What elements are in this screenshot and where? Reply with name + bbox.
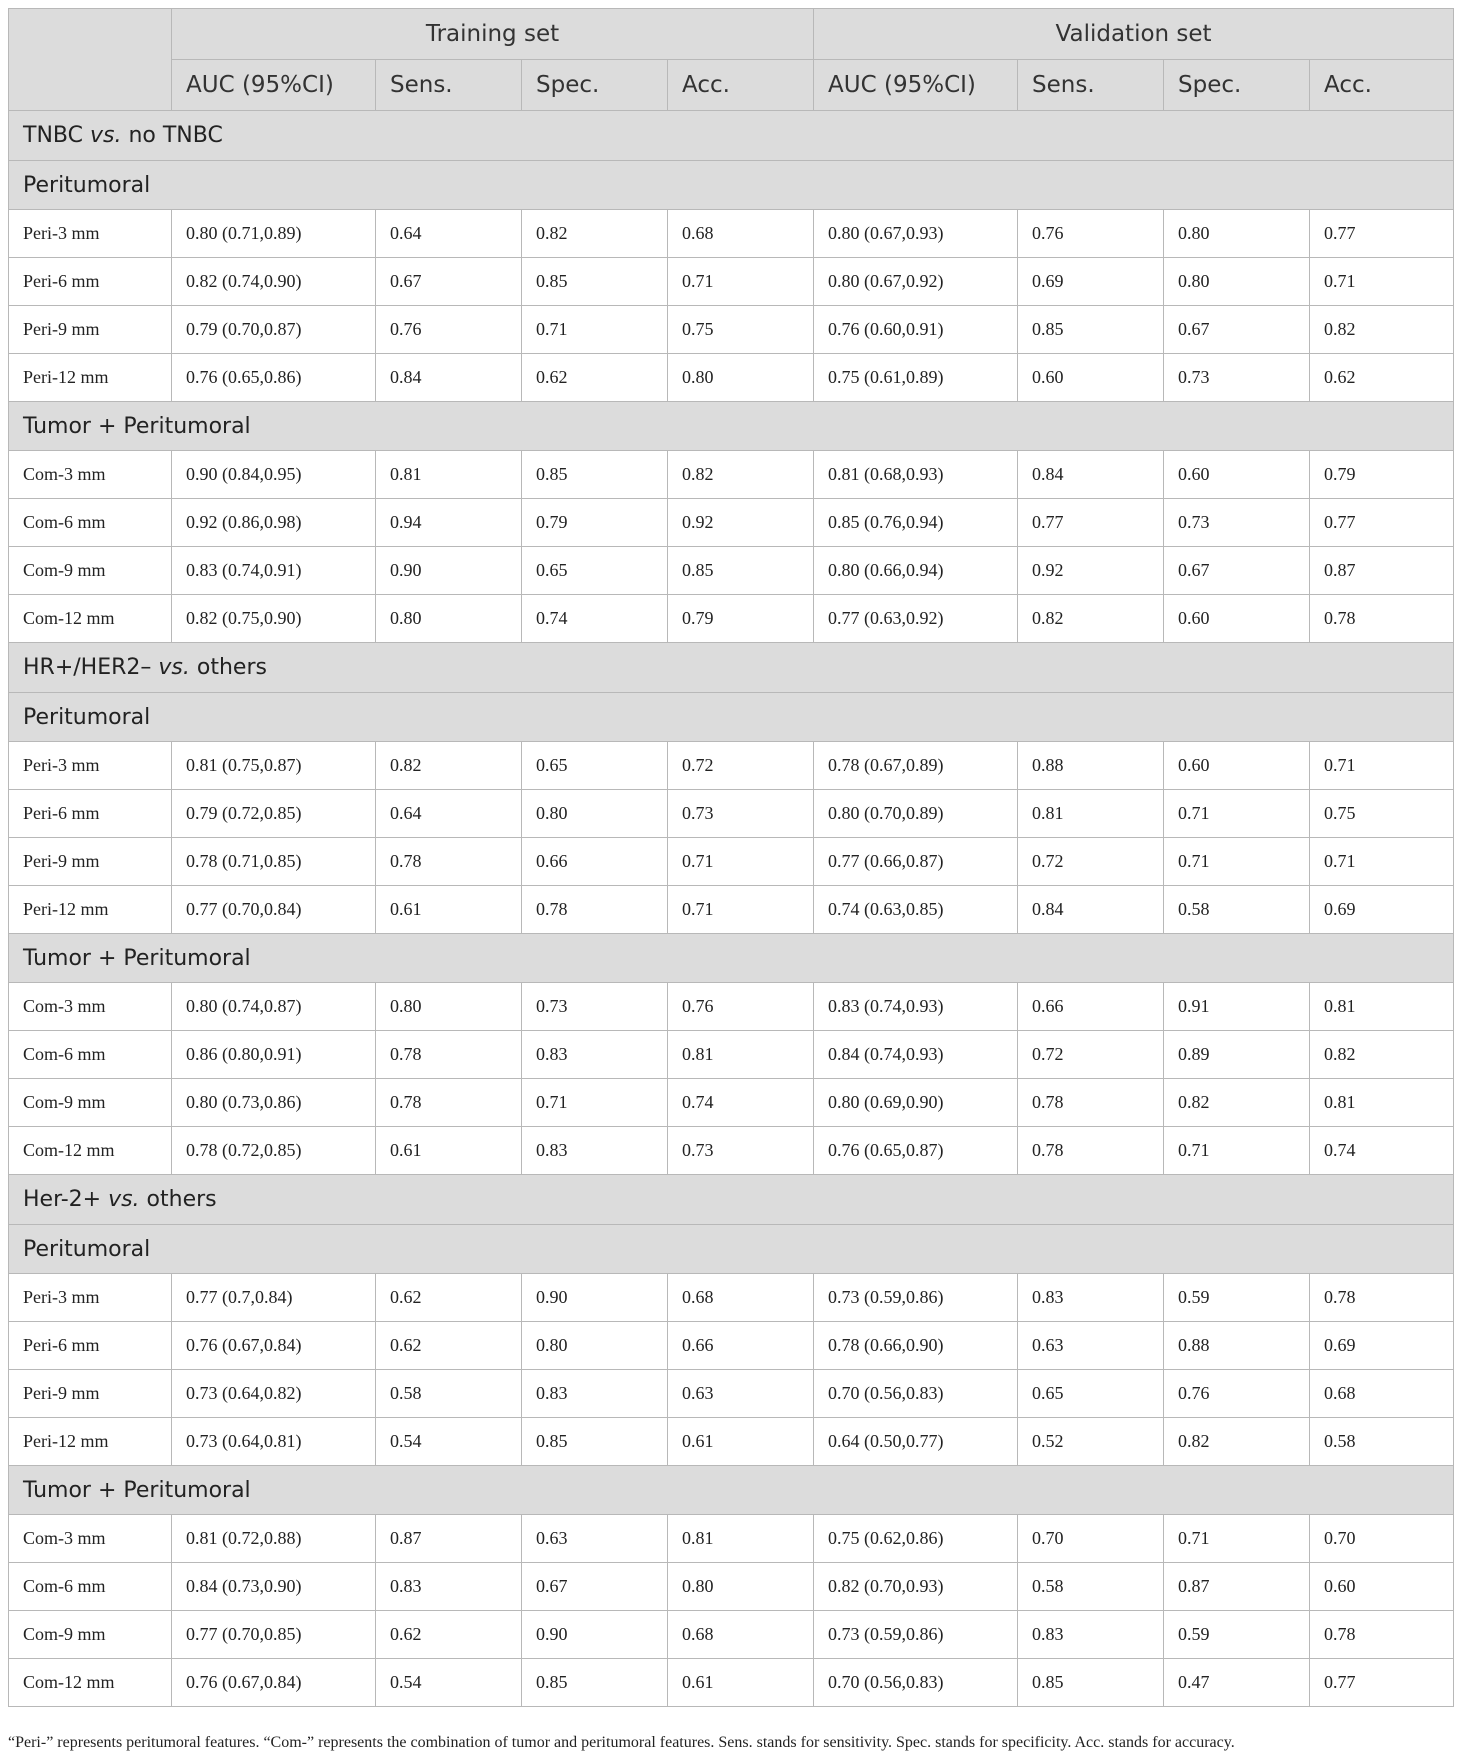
table-cell: 0.87: [376, 1515, 522, 1563]
table-row: [9, 1515, 1454, 1563]
table-cell: 0.90: [522, 1274, 668, 1322]
table-cell: 0.74: [1310, 1127, 1454, 1175]
table-cell: 0.80: [376, 595, 522, 643]
table-cell: 0.71: [1164, 790, 1310, 838]
row-label-cell: Peri-6 mm: [9, 790, 172, 838]
table-cell: 0.76 (0.60,0.91): [814, 306, 1018, 354]
table-cell: 0.94: [376, 499, 522, 547]
table-cell: 0.75: [1310, 790, 1454, 838]
row-label-cell: Peri-12 mm: [9, 1418, 172, 1466]
table-cell: 0.80 (0.74,0.87): [172, 983, 376, 1031]
subgroup-title: Peritumoral: [9, 161, 1454, 210]
table-cell: 0.60: [1164, 595, 1310, 643]
table-cell: 0.62: [376, 1274, 522, 1322]
table-body: [9, 111, 1454, 1707]
table-cell: 0.70: [1018, 1515, 1164, 1563]
table-cell: 0.69: [1310, 1322, 1454, 1370]
table-cell: 0.58: [1164, 886, 1310, 934]
table-cell: 0.60: [1018, 354, 1164, 402]
section-title: [9, 643, 1454, 693]
table-cell: 0.77: [1310, 1659, 1454, 1707]
table-cell: 0.85 (0.76,0.94): [814, 499, 1018, 547]
table-cell: 0.71: [1164, 1515, 1310, 1563]
col-header-train-spec: Spec.: [522, 60, 668, 111]
row-label-cell: Com-9 mm: [9, 547, 172, 595]
table-cell: 0.81 (0.68,0.93): [814, 451, 1018, 499]
table-cell: 0.82: [1310, 306, 1454, 354]
table-cell: 0.90: [522, 1611, 668, 1659]
section-title-vs: vs.: [89, 123, 122, 148]
table-cell: 0.82 (0.75,0.90): [172, 595, 376, 643]
subgroup-title: Peritumoral: [9, 1225, 1454, 1274]
table-cell: 0.82: [1018, 595, 1164, 643]
table-cell: 0.82: [668, 451, 814, 499]
table-row: [9, 742, 1454, 790]
table-cell: 0.78: [376, 838, 522, 886]
section-header-row: [9, 111, 1454, 161]
table-cell: 0.77 (0.70,0.85): [172, 1611, 376, 1659]
section-title-post: no TNBC: [121, 123, 223, 148]
table-cell: 0.69: [1310, 886, 1454, 934]
section-title-post: others: [139, 1187, 217, 1212]
table-row: [9, 210, 1454, 258]
table-cell: 0.84: [1018, 451, 1164, 499]
training-set-header: Training set: [172, 9, 814, 60]
table-cell: 0.60: [1164, 742, 1310, 790]
table-row: [9, 1127, 1454, 1175]
table-cell: 0.67: [1164, 306, 1310, 354]
col-header-val-spec: Spec.: [1164, 60, 1310, 111]
table-cell: 0.83: [522, 1031, 668, 1079]
row-label-cell: Peri-9 mm: [9, 306, 172, 354]
subgroup-title: Peritumoral: [9, 693, 1454, 742]
table-cell: 0.58: [1310, 1418, 1454, 1466]
table-cell: 0.79 (0.72,0.85): [172, 790, 376, 838]
table-cell: 0.62: [522, 354, 668, 402]
row-label-cell: Com-6 mm: [9, 1563, 172, 1611]
table-cell: 0.90: [376, 547, 522, 595]
subgroup-header-row: [9, 934, 1454, 983]
section-title: [9, 111, 1454, 161]
table-cell: 0.73 (0.64,0.82): [172, 1370, 376, 1418]
table-cell: 0.63: [522, 1515, 668, 1563]
row-label-cell: Peri-6 mm: [9, 258, 172, 306]
section-title-pre: Her-2+: [23, 1187, 109, 1212]
row-label-cell: Peri-9 mm: [9, 838, 172, 886]
table-cell: 0.73 (0.64,0.81): [172, 1418, 376, 1466]
col-header-val-sens: Sens.: [1018, 60, 1164, 111]
table-cell: 0.84: [376, 354, 522, 402]
table-cell: 0.78 (0.71,0.85): [172, 838, 376, 886]
table-cell: 0.76: [1018, 210, 1164, 258]
table-row: [9, 499, 1454, 547]
table-cell: 0.78 (0.67,0.89): [814, 742, 1018, 790]
table-cell: 0.62: [376, 1322, 522, 1370]
header-corner-cell: [9, 9, 172, 111]
table-cell: 0.89: [1164, 1031, 1310, 1079]
table-row: [9, 547, 1454, 595]
table-cell: 0.85: [522, 1418, 668, 1466]
table-cell: 0.84 (0.73,0.90): [172, 1563, 376, 1611]
table-cell: 0.86 (0.80,0.91): [172, 1031, 376, 1079]
table-cell: 0.77: [1310, 499, 1454, 547]
table-cell: 0.80: [1164, 258, 1310, 306]
table-cell: 0.73 (0.59,0.86): [814, 1274, 1018, 1322]
table-row: [9, 1659, 1454, 1707]
table-cell: 0.82: [376, 742, 522, 790]
table-cell: 0.71: [1310, 258, 1454, 306]
table-cell: 0.62: [376, 1611, 522, 1659]
table-cell: 0.77 (0.7,0.84): [172, 1274, 376, 1322]
subgroup-header-row: [9, 693, 1454, 742]
row-label-cell: Peri-3 mm: [9, 742, 172, 790]
table-cell: 0.67: [522, 1563, 668, 1611]
table-cell: 0.85: [1018, 1659, 1164, 1707]
section-header-row: [9, 643, 1454, 693]
section-title-pre: TNBC: [23, 123, 90, 148]
row-label-cell: Peri-3 mm: [9, 1274, 172, 1322]
table-cell: 0.80 (0.71,0.89): [172, 210, 376, 258]
section-header-row: [9, 1175, 1454, 1225]
table-cell: 0.71: [668, 886, 814, 934]
table-cell: 0.92: [668, 499, 814, 547]
table-cell: 0.80: [668, 354, 814, 402]
table-cell: 0.79 (0.70,0.87): [172, 306, 376, 354]
table-cell: 0.71: [1310, 742, 1454, 790]
table-row: [9, 1322, 1454, 1370]
row-label-cell: Peri-12 mm: [9, 354, 172, 402]
table-cell: 0.82 (0.74,0.90): [172, 258, 376, 306]
table-cell: 0.77 (0.63,0.92): [814, 595, 1018, 643]
table-cell: 0.79: [522, 499, 668, 547]
table-cell: 0.76 (0.65,0.86): [172, 354, 376, 402]
table-row: [9, 790, 1454, 838]
table-cell: 0.61: [376, 1127, 522, 1175]
table-cell: 0.78: [1310, 1274, 1454, 1322]
table-row: [9, 1079, 1454, 1127]
table-cell: 0.78: [1018, 1079, 1164, 1127]
table-row: [9, 306, 1454, 354]
table-cell: 0.67: [376, 258, 522, 306]
table-cell: 0.54: [376, 1659, 522, 1707]
table-cell: 0.85: [1018, 306, 1164, 354]
row-label-cell: Peri-6 mm: [9, 1322, 172, 1370]
col-header-train-sens: Sens.: [376, 60, 522, 111]
table-cell: 0.72: [1018, 1031, 1164, 1079]
row-label-cell: Com-12 mm: [9, 595, 172, 643]
table-cell: 0.80 (0.67,0.92): [814, 258, 1018, 306]
table-cell: 0.80 (0.67,0.93): [814, 210, 1018, 258]
table-row: [9, 258, 1454, 306]
table-cell: 0.64: [376, 210, 522, 258]
table-row: [9, 983, 1454, 1031]
table-cell: 0.64 (0.50,0.77): [814, 1418, 1018, 1466]
table-cell: 0.67: [1164, 547, 1310, 595]
table-cell: 0.71: [668, 838, 814, 886]
row-label-cell: Com-9 mm: [9, 1079, 172, 1127]
table-cell: 0.81: [668, 1515, 814, 1563]
table-cell: 0.82: [522, 210, 668, 258]
table-cell: 0.71: [1164, 838, 1310, 886]
table-row: [9, 595, 1454, 643]
table-cell: 0.60: [1310, 1563, 1454, 1611]
table-cell: 0.92 (0.86,0.98): [172, 499, 376, 547]
table-cell: 0.61: [376, 886, 522, 934]
table-cell: 0.73: [668, 790, 814, 838]
row-label-cell: Com-12 mm: [9, 1659, 172, 1707]
table-cell: 0.59: [1164, 1611, 1310, 1659]
table-cell: 0.66: [1018, 983, 1164, 1031]
subgroup-header-row: [9, 161, 1454, 210]
table-cell: 0.68: [668, 1274, 814, 1322]
section-title-vs: vs.: [108, 1187, 140, 1212]
table-cell: 0.80: [1164, 210, 1310, 258]
section-title: [9, 1175, 1454, 1225]
table-cell: 0.83: [522, 1370, 668, 1418]
table-cell: 0.74: [522, 595, 668, 643]
table-cell: 0.80: [376, 983, 522, 1031]
results-table-container: [8, 8, 1453, 1707]
table-cell: 0.76 (0.65,0.87): [814, 1127, 1018, 1175]
table-cell: 0.83 (0.74,0.93): [814, 983, 1018, 1031]
table-row: [9, 354, 1454, 402]
table-cell: 0.91: [1164, 983, 1310, 1031]
subgroup-header-row: [9, 1466, 1454, 1515]
subgroup-title: Tumor + Peritumoral: [9, 934, 1454, 983]
table-cell: 0.62: [1310, 354, 1454, 402]
table-cell: 0.74: [668, 1079, 814, 1127]
table-cell: 0.71: [1164, 1127, 1310, 1175]
table-cell: 0.72: [668, 742, 814, 790]
table-cell: 0.78: [1310, 595, 1454, 643]
table-cell: 0.68: [668, 210, 814, 258]
table-cell: 0.84 (0.74,0.93): [814, 1031, 1018, 1079]
section-title-vs: vs.: [158, 655, 190, 680]
row-label-cell: Peri-12 mm: [9, 886, 172, 934]
col-header-val-acc: Acc.: [1310, 60, 1454, 111]
table-cell: 0.82 (0.70,0.93): [814, 1563, 1018, 1611]
header-group-row: [9, 9, 1454, 60]
table-cell: 0.58: [1018, 1563, 1164, 1611]
table-cell: 0.65: [522, 547, 668, 595]
table-cell: 0.70: [1310, 1515, 1454, 1563]
table-cell: 0.88: [1018, 742, 1164, 790]
table-cell: 0.76: [668, 983, 814, 1031]
table-cell: 0.65: [522, 742, 668, 790]
table-cell: 0.70 (0.56,0.83): [814, 1370, 1018, 1418]
table-cell: 0.73: [668, 1127, 814, 1175]
table-cell: 0.66: [668, 1322, 814, 1370]
table-cell: 0.75 (0.62,0.86): [814, 1515, 1018, 1563]
table-cell: 0.80 (0.66,0.94): [814, 547, 1018, 595]
table-cell: 0.52: [1018, 1418, 1164, 1466]
table-cell: 0.70 (0.56,0.83): [814, 1659, 1018, 1707]
table-row: [9, 1563, 1454, 1611]
row-label-cell: Com-6 mm: [9, 499, 172, 547]
table-cell: 0.85: [668, 547, 814, 595]
table-cell: 0.75 (0.61,0.89): [814, 354, 1018, 402]
table-cell: 0.78: [522, 886, 668, 934]
table-cell: 0.73: [1164, 354, 1310, 402]
table-cell: 0.81: [1018, 790, 1164, 838]
subgroup-header-row: [9, 1225, 1454, 1274]
table-cell: 0.83: [522, 1127, 668, 1175]
table-cell: 0.80: [668, 1563, 814, 1611]
table-row: [9, 1611, 1454, 1659]
table-cell: 0.82: [1164, 1418, 1310, 1466]
table-cell: 0.69: [1018, 258, 1164, 306]
table-footnote: “Peri-” represents peritumoral features. “Com-” represents the combination of tumor and peritumoral features. Sens. stands for sensitivity. Spec. stands for specificity. Acc. stands for accuracy.: [8, 1734, 1235, 1751]
table-cell: 0.88: [1164, 1322, 1310, 1370]
table-cell: 0.74 (0.63,0.85): [814, 886, 1018, 934]
table-cell: 0.81: [668, 1031, 814, 1079]
section-title-pre: HR+/HER2–: [23, 655, 159, 680]
table-cell: 0.78 (0.66,0.90): [814, 1322, 1018, 1370]
table-cell: 0.85: [522, 1659, 668, 1707]
row-label-cell: Com-6 mm: [9, 1031, 172, 1079]
table-cell: 0.76: [1164, 1370, 1310, 1418]
table-cell: 0.71: [1310, 838, 1454, 886]
table-cell: 0.87: [1310, 547, 1454, 595]
table-cell: 0.83: [1018, 1274, 1164, 1322]
table-cell: 0.58: [376, 1370, 522, 1418]
row-label-cell: Com-9 mm: [9, 1611, 172, 1659]
table-cell: 0.81: [1310, 983, 1454, 1031]
validation-set-header: Validation set: [814, 9, 1454, 60]
table-cell: 0.71: [522, 1079, 668, 1127]
table-row: [9, 838, 1454, 886]
table-cell: 0.81: [1310, 1079, 1454, 1127]
table-cell: 0.85: [522, 451, 668, 499]
table-cell: 0.71: [668, 258, 814, 306]
table-cell: 0.77 (0.66,0.87): [814, 838, 1018, 886]
table-cell: 0.78: [1018, 1127, 1164, 1175]
table-cell: 0.73: [522, 983, 668, 1031]
table-cell: 0.68: [668, 1611, 814, 1659]
table-row: [9, 451, 1454, 499]
table-cell: 0.59: [1164, 1274, 1310, 1322]
header-column-row: [9, 60, 1454, 111]
table-header: [9, 9, 1454, 111]
table-row: [9, 1031, 1454, 1079]
table-cell: 0.90 (0.84,0.95): [172, 451, 376, 499]
row-label-cell: Com-12 mm: [9, 1127, 172, 1175]
table-row: [9, 1418, 1454, 1466]
row-label-cell: Com-3 mm: [9, 983, 172, 1031]
table-cell: 0.47: [1164, 1659, 1310, 1707]
table-cell: 0.77 (0.70,0.84): [172, 886, 376, 934]
row-label-cell: Peri-3 mm: [9, 210, 172, 258]
table-cell: 0.85: [522, 258, 668, 306]
col-header-val-auc: AUC (95%CI): [814, 60, 1018, 111]
table-row: [9, 1274, 1454, 1322]
table-cell: 0.73 (0.59,0.86): [814, 1611, 1018, 1659]
table-cell: 0.77: [1018, 499, 1164, 547]
table-cell: 0.87: [1164, 1563, 1310, 1611]
table-cell: 0.72: [1018, 838, 1164, 886]
subgroup-title: Tumor + Peritumoral: [9, 1466, 1454, 1515]
table-cell: 0.84: [1018, 886, 1164, 934]
table-cell: 0.78 (0.72,0.85): [172, 1127, 376, 1175]
subgroup-title: Tumor + Peritumoral: [9, 402, 1454, 451]
table-cell: 0.80 (0.73,0.86): [172, 1079, 376, 1127]
table-cell: 0.77: [1310, 210, 1454, 258]
table-cell: 0.78: [376, 1079, 522, 1127]
table-cell: 0.68: [1310, 1370, 1454, 1418]
table-cell: 0.92: [1018, 547, 1164, 595]
table-cell: 0.60: [1164, 451, 1310, 499]
subgroup-header-row: [9, 402, 1454, 451]
table-cell: 0.80 (0.70,0.89): [814, 790, 1018, 838]
table-row: [9, 1370, 1454, 1418]
table-cell: 0.81 (0.75,0.87): [172, 742, 376, 790]
table-cell: 0.81: [376, 451, 522, 499]
table-cell: 0.63: [1018, 1322, 1164, 1370]
table-cell: 0.61: [668, 1659, 814, 1707]
table-cell: 0.78: [1310, 1611, 1454, 1659]
table-cell: 0.76: [376, 306, 522, 354]
results-table: [8, 8, 1454, 1707]
row-label-cell: Com-3 mm: [9, 1515, 172, 1563]
table-cell: 0.83 (0.74,0.91): [172, 547, 376, 595]
table-cell: 0.80: [522, 790, 668, 838]
table-cell: 0.73: [1164, 499, 1310, 547]
col-header-train-acc: Acc.: [668, 60, 814, 111]
table-cell: 0.83: [376, 1563, 522, 1611]
table-cell: 0.66: [522, 838, 668, 886]
table-row: [9, 886, 1454, 934]
table-cell: 0.61: [668, 1418, 814, 1466]
table-cell: 0.83: [1018, 1611, 1164, 1659]
table-cell: 0.79: [668, 595, 814, 643]
table-cell: 0.78: [376, 1031, 522, 1079]
table-cell: 0.81 (0.72,0.88): [172, 1515, 376, 1563]
table-cell: 0.64: [376, 790, 522, 838]
table-cell: 0.82: [1310, 1031, 1454, 1079]
table-cell: 0.76 (0.67,0.84): [172, 1322, 376, 1370]
table-cell: 0.76 (0.67,0.84): [172, 1659, 376, 1707]
table-cell: 0.82: [1164, 1079, 1310, 1127]
table-cell: 0.75: [668, 306, 814, 354]
table-cell: 0.63: [668, 1370, 814, 1418]
table-cell: 0.54: [376, 1418, 522, 1466]
table-cell: 0.80 (0.69,0.90): [814, 1079, 1018, 1127]
table-cell: 0.80: [522, 1322, 668, 1370]
table-cell: 0.65: [1018, 1370, 1164, 1418]
row-label-cell: Peri-9 mm: [9, 1370, 172, 1418]
col-header-train-auc: AUC (95%CI): [172, 60, 376, 111]
table-cell: 0.71: [522, 306, 668, 354]
section-title-post: others: [189, 655, 267, 680]
row-label-cell: Com-3 mm: [9, 451, 172, 499]
table-cell: 0.79: [1310, 451, 1454, 499]
